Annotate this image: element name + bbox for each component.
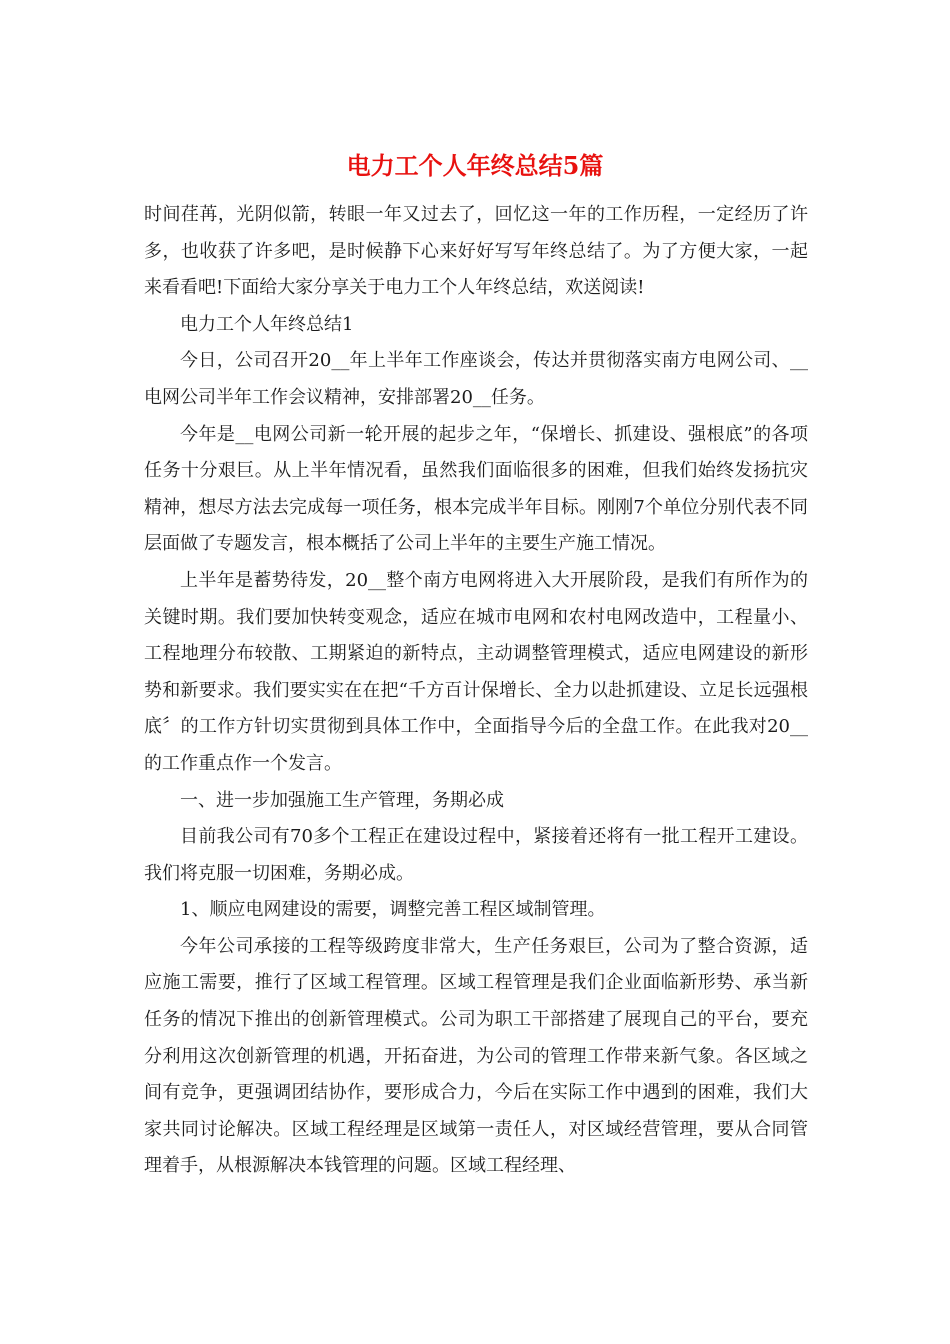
document-title: 电力工个人年终总结5篇 <box>346 151 604 180</box>
section-heading-summary-1: 电力工个人年终总结1 <box>180 313 354 335</box>
document-body <box>144 197 808 1185</box>
section-heading: 一、进一步加强施工生产管理，务期必成 <box>180 789 504 811</box>
paragraph-intro: 时间荏苒，光阴似箭，转眼一年又过去了，回忆这一年的工作历程，一定经历了许多，也收获了许多吧，是时候静下心来好好写写年终总结了。为了方便大家，一起来看看吧!下面给大家分享关于电力工个人年终总结，欢送阅读! <box>144 204 808 299</box>
paragraph: 今日，公司召开20__年上半年工作座谈会，传达并贯彻落实南方电网公司、__电网公司半年工作会议精神，安排部署20__任务。 <box>144 350 808 408</box>
subsection-heading: 1、顺应电网建设的需要，调整完善工程区域制管理。 <box>180 899 606 921</box>
paragraph: 上半年是蓄势待发，20__整个南方电网将进入大开展阶段，是我们有所作为的关键时期。我们要加快转变观念，适应在城市电网和农村电网改造中，工程量小、工程地理分布较散、工期紧迫的新特点，主动调整管理模式，适应电网建设的新形势和新要求。我们要实实在在把“千方百计保增长、全力以赴抓建设、立足长远强根底〞的工作方针切实贯彻到具体工作中，全面指导今后的全盘工作。在此我对20__的工作重点作一个发言。 <box>144 569 808 774</box>
paragraph: 今年是__电网公司新一轮开展的起步之年，“保增长、抓建设、强根底”的各项任务十分艰巨。从上半年情况看，虽然我们面临很多的困难，但我们始终发扬抗灾精神，想尽方法去完成每一项任务，根本完成半年目标。刚刚7个单位分别代表不同层面做了专题发言，根本概括了公司上半年的主要生产施工情况。 <box>144 423 808 555</box>
paragraph: 今年公司承接的工程等级跨度非常大，生产任务艰巨，公司为了整合资源，适应施工需要，推行了区域工程管理。区域工程管理是我们企业面临新形势、承当新任务的情况下推出的创新管理模式。公司为职工干部搭建了展现自己的平台，要充分利用这次创新管理的机遇，开拓奋进，为公司的管理工作带来新气象。各区域之间有竞争，更强调团结协作，要形成合力，今后在实际工作中遇到的困难，我们大家共同讨论解决。区域工程经理是区域第一责任人，对区域经营管理，要从合同管理着手，从根源解决本钱管理的问题。区域工程经理、 <box>144 935 808 1177</box>
paragraph: 目前我公司有70多个工程正在建设过程中，紧接着还将有一批工程开工建设。我们将克服一切困难，务期必成。 <box>144 826 808 884</box>
